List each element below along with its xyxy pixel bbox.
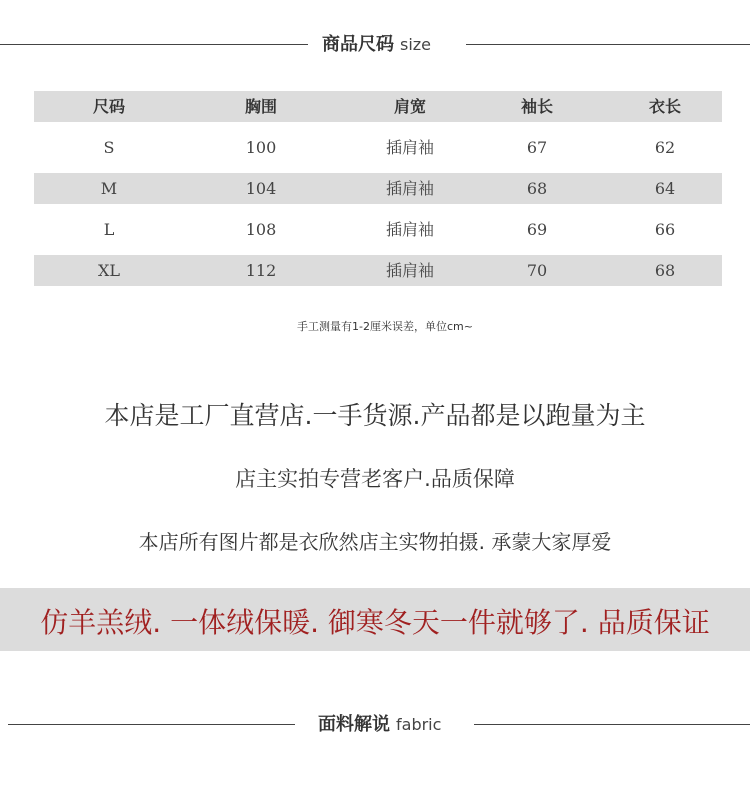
size-section-header [0, 30, 750, 60]
fabric-section-title [318, 710, 441, 736]
cell-chest: 100 [245, 138, 277, 157]
cell-size: XL [97, 261, 120, 280]
header-length: 衣长 [648, 97, 681, 116]
table-header-row [34, 91, 722, 122]
cell-size: M [100, 179, 118, 198]
header-size: 尺码 [92, 97, 125, 116]
cell-shoulder: 插肩袖 [385, 179, 434, 198]
header-shoulder: 肩宽 [393, 97, 426, 116]
divider-line-right [474, 724, 750, 725]
divider-line-left [8, 724, 295, 725]
cell-sleeve: 68 [526, 179, 548, 198]
size-section-title [322, 30, 431, 56]
cell-size: L [103, 220, 115, 239]
table-row [34, 214, 722, 245]
divider-line-right [466, 44, 750, 45]
cell-sleeve: 67 [526, 138, 548, 157]
fabric-title-cn: 面料解说 [318, 714, 390, 735]
warmth-banner [0, 588, 750, 651]
cell-length: 64 [654, 179, 676, 198]
cell-shoulder: 插肩袖 [385, 138, 434, 157]
cell-length: 62 [654, 138, 676, 157]
cell-size: S [103, 138, 115, 157]
banner-text: 仿羊羔绒. 一体绒保暖. 御寒冬天一件就够了. 品质保证 [40, 606, 710, 639]
cell-length: 68 [654, 261, 676, 280]
cell-shoulder: 插肩袖 [385, 261, 434, 280]
cell-shoulder: 插肩袖 [385, 220, 434, 239]
header-sleeve: 袖长 [520, 97, 553, 116]
cell-length: 66 [654, 220, 676, 239]
size-table [34, 91, 722, 296]
promo-line-factory: 本店是工厂直营店.一手货源.产品都是以跑量为主 [104, 401, 646, 430]
promo-line-photos: 本店所有图片都是衣欣然店主实物拍摄. 承蒙大家厚爱 [138, 530, 612, 554]
table-row [34, 173, 722, 204]
promo-line-quality: 店主实拍专营老客户.品质保障 [235, 467, 515, 491]
cell-chest: 108 [245, 220, 277, 239]
table-row [34, 255, 722, 286]
cell-sleeve: 69 [526, 220, 548, 239]
size-title-en: size [400, 35, 432, 54]
measurement-note: 手工测量有1-2厘米误差，单位cm~ [297, 320, 473, 333]
header-chest: 胸围 [244, 97, 277, 116]
divider-line-left [0, 44, 308, 45]
fabric-section-header [0, 710, 750, 740]
table-row [34, 132, 722, 163]
cell-chest: 112 [245, 261, 277, 280]
cell-chest: 104 [245, 179, 277, 198]
cell-sleeve: 70 [526, 261, 548, 280]
size-title-cn: 商品尺码 [322, 34, 394, 55]
fabric-title-en: fabric [396, 715, 442, 734]
